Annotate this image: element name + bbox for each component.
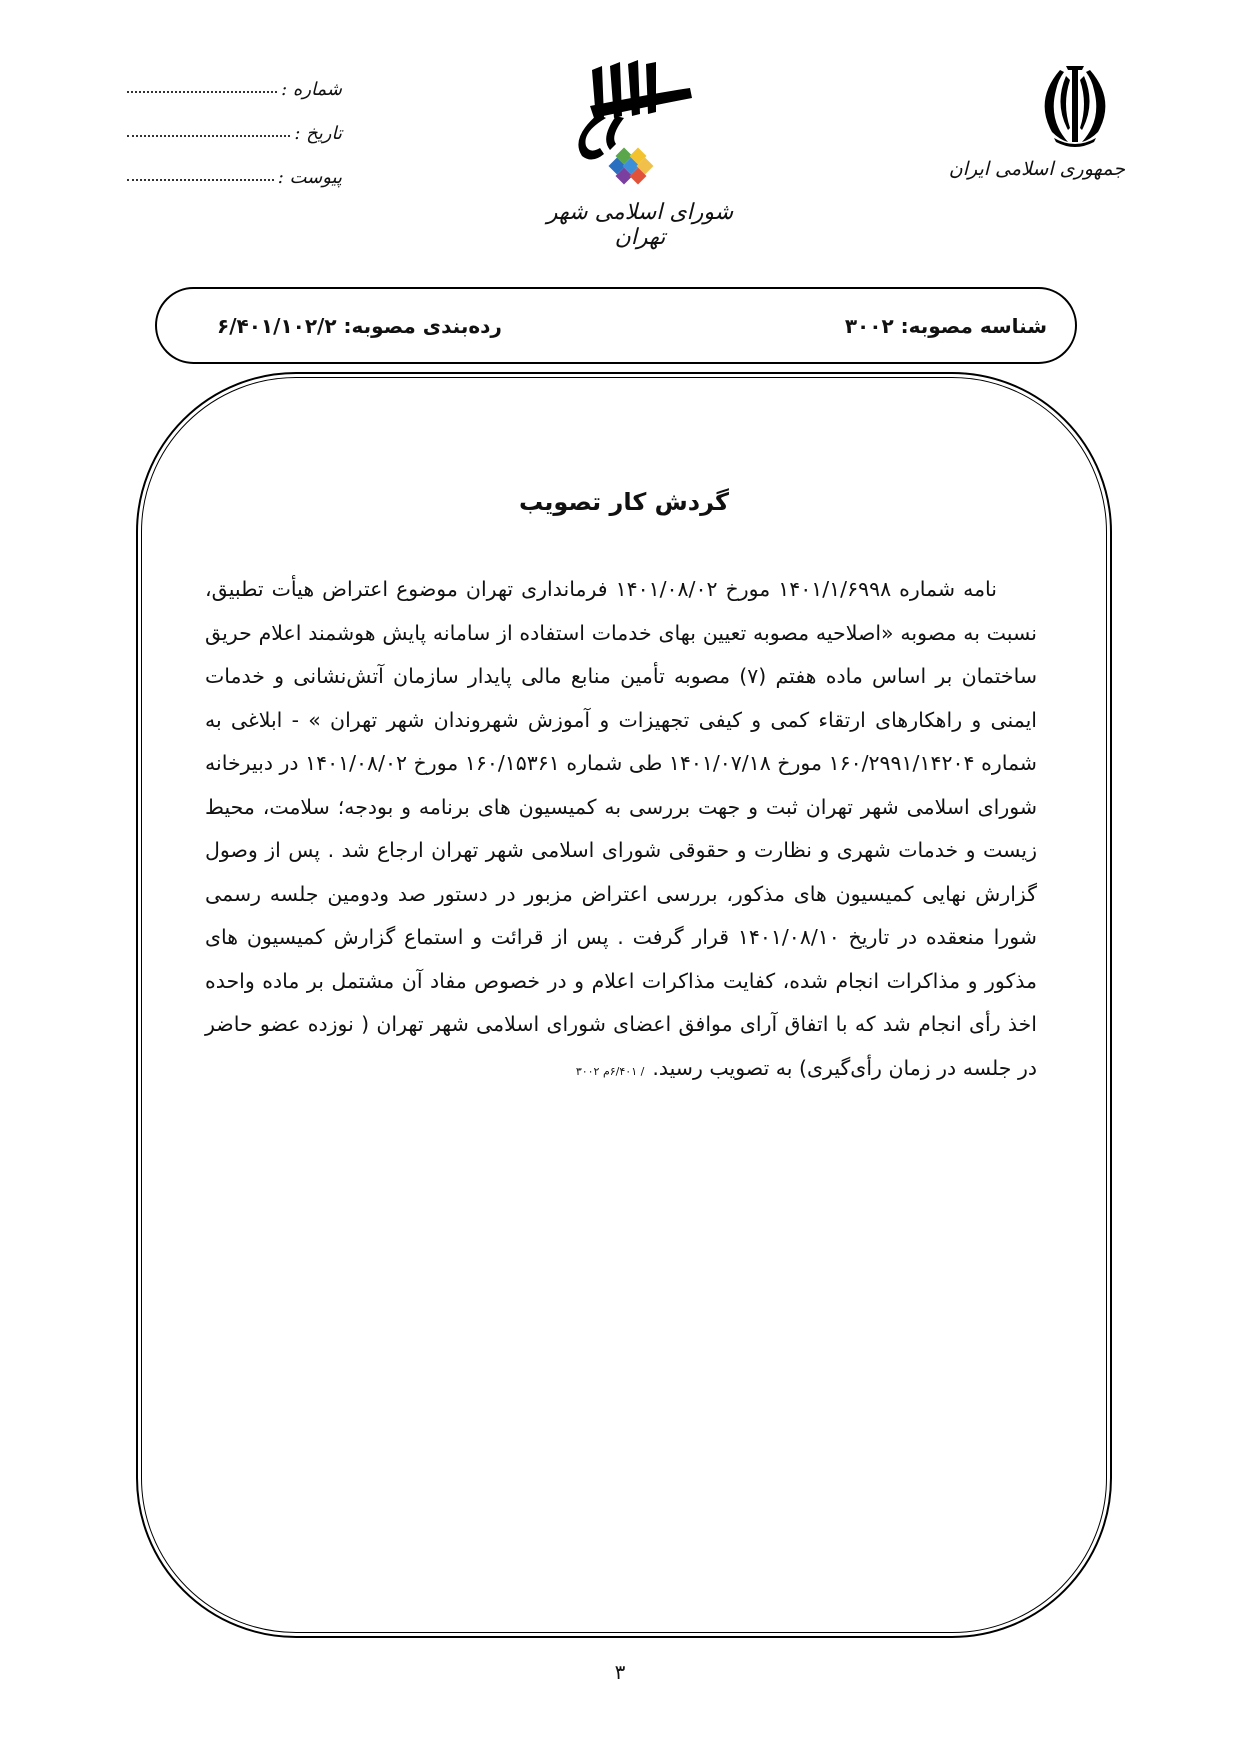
page-number: ۳ <box>614 1660 626 1684</box>
national-emblem-icon <box>1030 60 1120 150</box>
document-title: گردش کار تصویب <box>519 488 729 516</box>
country-name: جمهوری اسلامی ایران <box>948 158 1125 180</box>
letter-number-field <box>127 70 342 100</box>
document-body <box>205 568 1037 1093</box>
letter-attachment-dotted-line <box>127 179 274 181</box>
letter-number-dotted-line <box>127 91 277 93</box>
letter-number-label: شماره : <box>281 79 342 100</box>
body-text: نامه شماره ۱۴۰۱/۱/۶۹۹۸ مورخ ۱۴۰۱/۰۸/۰۲ فرمانداری تهران موضوع اعتراض هیأت تطبیق، نسبت به مصوبه «اصلاحیه مصوبه تعیین بهای خدمات استفاده از سامانه پایش هوشمند اعلام حریق ساختمان بر اساس ماده هفتم (۷) مصوبه تأمین منابع مالی پایدار سازمان آتش‌نشانی و خدمات ایمنی و راهکارهای ارتقاء کمی و کیفی تجهیزات و آموزش شهروندان شهر تهران » - ابلاغی به شماره ۱۶۰/۲۹۹۱/۱۴۲۰۴ مورخ ۱۴۰۱/۰۷/۱۸ طی شماره ۱۶۰/۱۵۳۶۱ مورخ ۱۴۰۱/۰۸/۰۲ در دبیرخانه شورای اسلامی شهر تهران ثبت و جهت بررسی به کمیسیون های برنامه و بودجه؛ سلامت، محیط زیست و خدمات شهری و نظارت و حقوقی شورای اسلامی شهر تهران ارجاع شد . پس از وصول گزارش نهایی کمیسیون های مذکور، بررسی اعتراض مزبور در دستور صد ودومین جلسه رسمی شورا منعقده در تاریخ ۱۴۰۱/۰۸/۱۰ قرار گرفت . پس از قرائت و استماع گزارش کمیسیون های مذکور و مذاکرات انجام شده، کفایت مذاکرات اعلام و در خصوص مفاد آن مشتمل بر ماده واحده اخذ رأی انجام شد که با اتفاق آرای موافق اعضای شورای اسلامی شهر تهران ( نوزده عضو حاضر در جلسه در زمان رأی‌گیری) به تصویب رسید. <box>205 577 1038 1080</box>
resolution-header-box <box>155 287 1077 364</box>
resolution-classification: رده‌بندی مصوبه: ۶/۴۰۱/۱۰۲/۲ <box>217 313 502 338</box>
letter-date-label: تاریخ : <box>294 123 342 144</box>
council-name: شورای اسلامی شهر تهران <box>546 200 734 250</box>
letter-date-dotted-line <box>127 135 290 137</box>
letter-attachment-label: پیوست : <box>277 167 342 188</box>
letter-attachment-field <box>127 158 342 188</box>
letter-date-field <box>127 114 342 144</box>
reference-note: / ۶/۴۰۱م ۳۰۰۲ <box>575 1064 645 1078</box>
resolution-id: شناسه مصوبه: ۳۰۰۲ <box>844 313 1047 338</box>
